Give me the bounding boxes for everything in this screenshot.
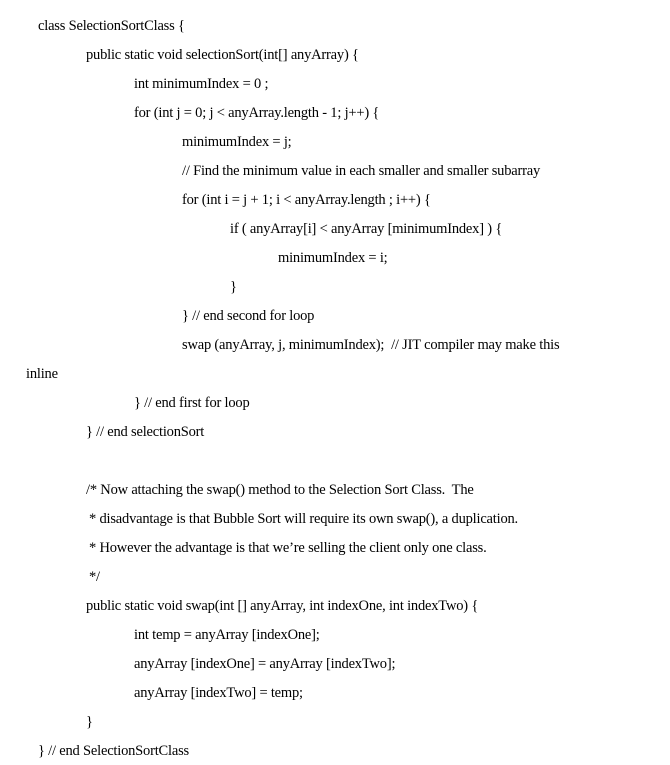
code-line: } // end SelectionSortClass [38, 743, 189, 759]
code-comment-line: // Find the minimum value in each smaller and smaller subarray [182, 163, 541, 179]
code-comment-line: /* Now attaching the swap() method to the Selection Sort Class. The [86, 482, 474, 498]
code-line: int temp = anyArray [indexOne]; [134, 627, 320, 643]
code-line: for (int j = 0; j < anyArray.length - 1; j++) { [134, 105, 380, 121]
code-line: } [230, 279, 237, 295]
code-line: public static void swap(int [] anyArray, int indexOne, int indexTwo) { [86, 598, 479, 614]
code-line: } // end second for loop [182, 308, 315, 324]
code-line: } // end first for loop [134, 395, 250, 411]
code-line: minimumIndex = j; [182, 134, 292, 150]
code-line: public static void selectionSort(int[] anyArray) { [86, 47, 359, 63]
code-line-wrapped: inline [26, 366, 58, 382]
code-comment-line: */ [89, 569, 100, 585]
code-line: minimumIndex = i; [278, 250, 388, 266]
code-comment-line: * However the advantage is that we’re selling the client only one class. [89, 540, 487, 556]
code-comment-line: * disadvantage is that Bubble Sort will require its own swap(), a duplication. [89, 511, 518, 527]
code-line: anyArray [indexOne] = anyArray [indexTwo]; [134, 656, 396, 672]
code-line: class SelectionSortClass { [38, 18, 185, 34]
code-line: } // end selectionSort [86, 424, 205, 440]
code-line: int minimumIndex = 0 ; [134, 76, 269, 92]
code-line: swap (anyArray, j, minimumIndex); // JIT compiler may make this [182, 337, 560, 353]
code-line: } [86, 714, 93, 730]
code-line: anyArray [indexTwo] = temp; [134, 685, 303, 701]
code-line: if ( anyArray[i] < anyArray [minimumIndex] ) { [230, 221, 503, 237]
code-line: for (int i = j + 1; i < anyArray.length ; i++) { [182, 192, 431, 208]
